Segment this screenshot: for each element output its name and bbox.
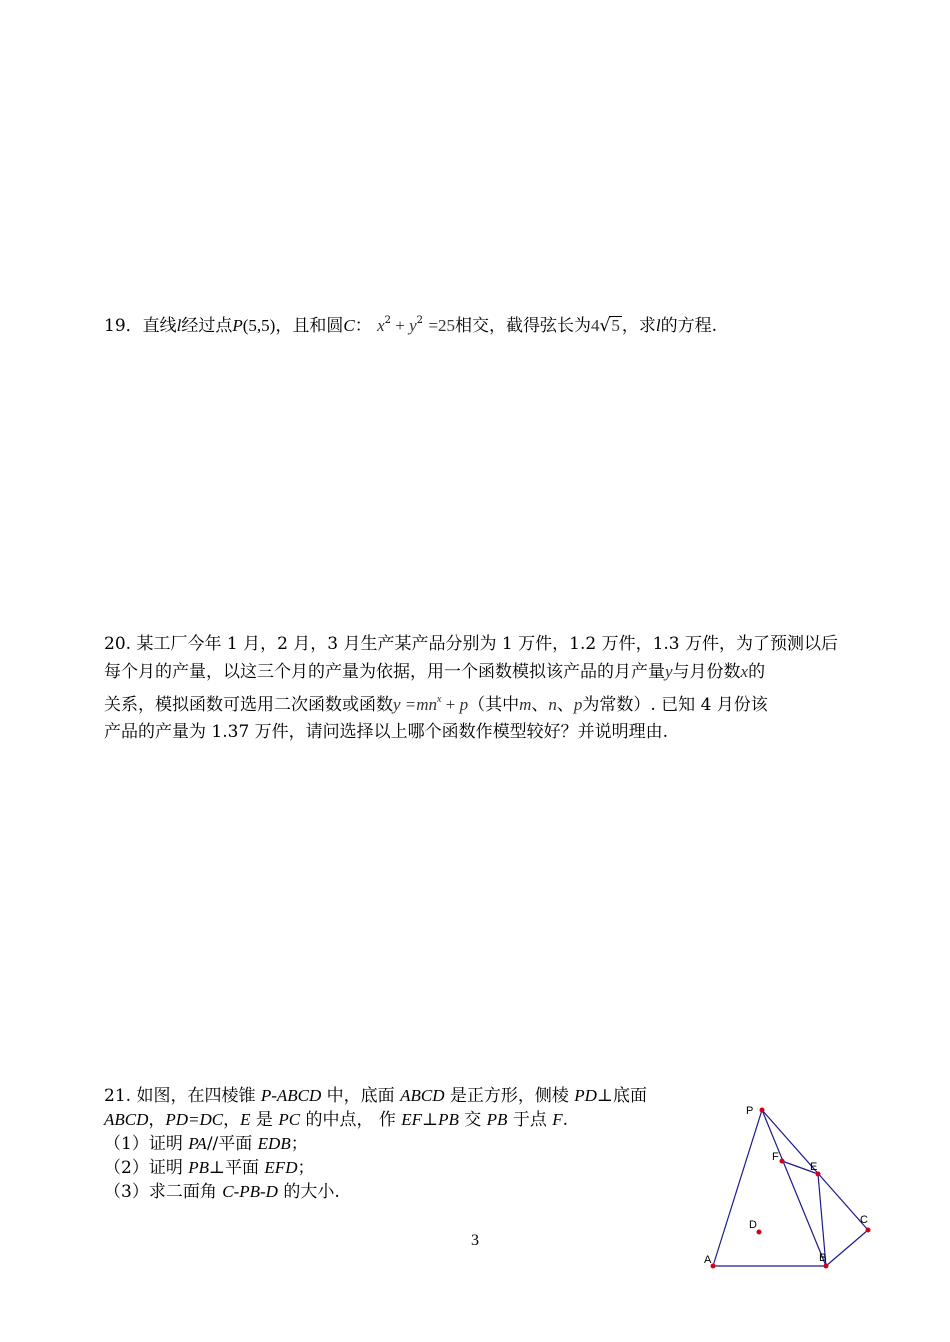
pyramid-figure bbox=[700, 1098, 890, 1278]
problem-20-line-3: 关系，模拟函数可选用二次函数或函数$y =mn^x + p$（其中m、n、p为常数）. 已知 4 月份该 bbox=[104, 694, 768, 715]
chord-length: 4√5 bbox=[591, 316, 620, 336]
problem-21-line-1: 21. 如图，在四棱锥 P-ABCD 中，底面 ABCD 是正方形，侧棱 PD⊥底面 bbox=[104, 1086, 647, 1106]
point-P bbox=[760, 1108, 765, 1113]
label-E: E bbox=[810, 1161, 818, 1173]
label-D: D bbox=[749, 1219, 757, 1231]
point-F bbox=[780, 1159, 785, 1164]
label-A: A bbox=[704, 1254, 712, 1266]
point-B bbox=[824, 1264, 829, 1269]
problem-number: 19． bbox=[104, 316, 143, 336]
problem-20-line-2: 每个月的产量，以这三个月的产量为依据，用一个函数模拟该产品的月产量y与月份数x的 bbox=[104, 662, 766, 682]
circle-equation: $x^2 + y^2 =25$ bbox=[377, 315, 456, 335]
line-l: l bbox=[176, 316, 182, 335]
problem-21-line-2: ABCD，PD=DC，E 是 PC 的中点， 作 EF⊥PB 交 PB 于点 F. bbox=[104, 1110, 569, 1130]
label-C: C bbox=[860, 1214, 868, 1226]
sub-question-3: （3）求二面角 C-PB-D 的大小. bbox=[104, 1182, 340, 1202]
model-function: $y =mn^x + p$ bbox=[393, 694, 469, 714]
sub-question-2: （2）证明 PB⊥平面 EFD； bbox=[104, 1158, 315, 1178]
label-P: P bbox=[746, 1105, 754, 1117]
problem-20 bbox=[104, 631, 854, 746]
problem-20-line-1: 20. 某工厂今年 1 月，2 月，3 月生产某产品分别为 1 万件，1.2 万件，1.3 万件，为了预测以后 bbox=[104, 634, 839, 654]
label-B: B bbox=[819, 1252, 827, 1264]
label-F: F bbox=[772, 1151, 779, 1163]
sub-question-1: （1）证明 PA//平面 EDB； bbox=[104, 1134, 308, 1154]
page-number: 3 bbox=[471, 1232, 479, 1249]
problem-21 bbox=[104, 1084, 704, 1204]
problem-20-line-4: 产品的产量为 1.37 万件，请问选择以上哪个函数作模型较好？并说明理由. bbox=[104, 722, 669, 742]
problem-19: 19．直线l经过点P(5,5)，且和圆C： $x^2 + y^2 =25$相交，截得弦长为4√5 ，求l的方程. bbox=[104, 315, 718, 336]
